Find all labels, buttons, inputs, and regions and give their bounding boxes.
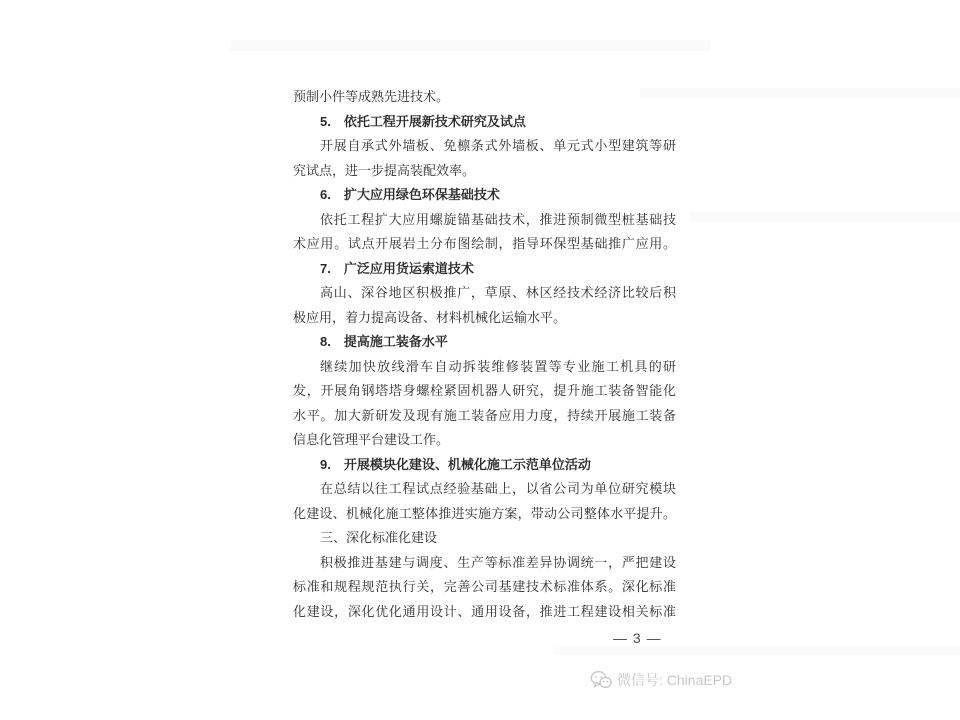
text-line: 信息化管理平台建设工作。 bbox=[293, 432, 450, 447]
text-line: 依托工程扩大应用螺旋锚基础技术，推进预制微型桩基础技 bbox=[320, 211, 676, 227]
watermark-text: 微信号: ChinaEPD bbox=[617, 672, 733, 688]
heading-line: 7. 广泛应用货运索道技术 bbox=[320, 260, 474, 276]
heading-line: 9. 开展模块化建设、机械化施工示范单位活动 bbox=[320, 456, 591, 472]
text-line: 标准和规程规范执行关，完善公司基建技术标准体系。深化标准 bbox=[293, 579, 676, 594]
scan-artifact-band bbox=[555, 647, 960, 655]
text-line: 高山、深谷地区积极推广，草原、林区经技术经济比较后积 bbox=[320, 285, 676, 300]
text-line: 术应用。试点开展岩土分布图绘制，指导环保型基础推广应用。 bbox=[293, 236, 676, 251]
text-line: 继续加快放线滑车自动拆装维修装置等专业施工机具的研 bbox=[320, 358, 676, 374]
text-line: 化建设，深化优化通用设计、通用设备，推进工程建设相关标准 bbox=[293, 603, 676, 619]
text-line: 开展自承式外墙板、免檩条式外墙板、单元式小型建筑等研 bbox=[320, 138, 676, 153]
text-line: 预制小件等成熟先进技术。 bbox=[293, 89, 450, 104]
page-number: — 3 — bbox=[613, 630, 662, 646]
wechat-icon bbox=[590, 670, 612, 690]
scan-artifact-band bbox=[640, 88, 960, 98]
text-line: 三、深化标准化建设 bbox=[320, 530, 438, 545]
text-line: 究试点，进一步提高装配效率。 bbox=[293, 162, 476, 178]
document-text-block bbox=[293, 85, 676, 624]
text-line: 极应用，着力提高设备、材料机械化运输水平。 bbox=[293, 309, 567, 325]
heading-line: 6. 扩大应用绿色环保基础技术 bbox=[320, 187, 500, 202]
text-line: 化建设、机械化施工整体推进实施方案，带动公司整体水平提升。 bbox=[293, 505, 676, 521]
scan-artifact-band bbox=[690, 212, 960, 222]
scan-artifact-band bbox=[230, 40, 710, 51]
text-line: 水平。加大新研发及现有施工装备应用力度，持续开展施工装备 bbox=[293, 407, 676, 423]
text-line: 在总结以往工程试点经验基础上，以省公司为单位研究模块 bbox=[320, 481, 676, 496]
watermark bbox=[590, 668, 732, 692]
heading-line: 8. 提高施工装备水平 bbox=[320, 334, 448, 349]
text-line: 积极推进基建与调度、生产等标准差异协调统一，严把建设 bbox=[320, 554, 676, 570]
text-line: 发，开展角钢塔塔身螺栓紧固机器人研究，提升施工装备智能化 bbox=[293, 383, 676, 398]
heading-line: 5. 依托工程开展新技术研究及试点 bbox=[320, 113, 526, 129]
